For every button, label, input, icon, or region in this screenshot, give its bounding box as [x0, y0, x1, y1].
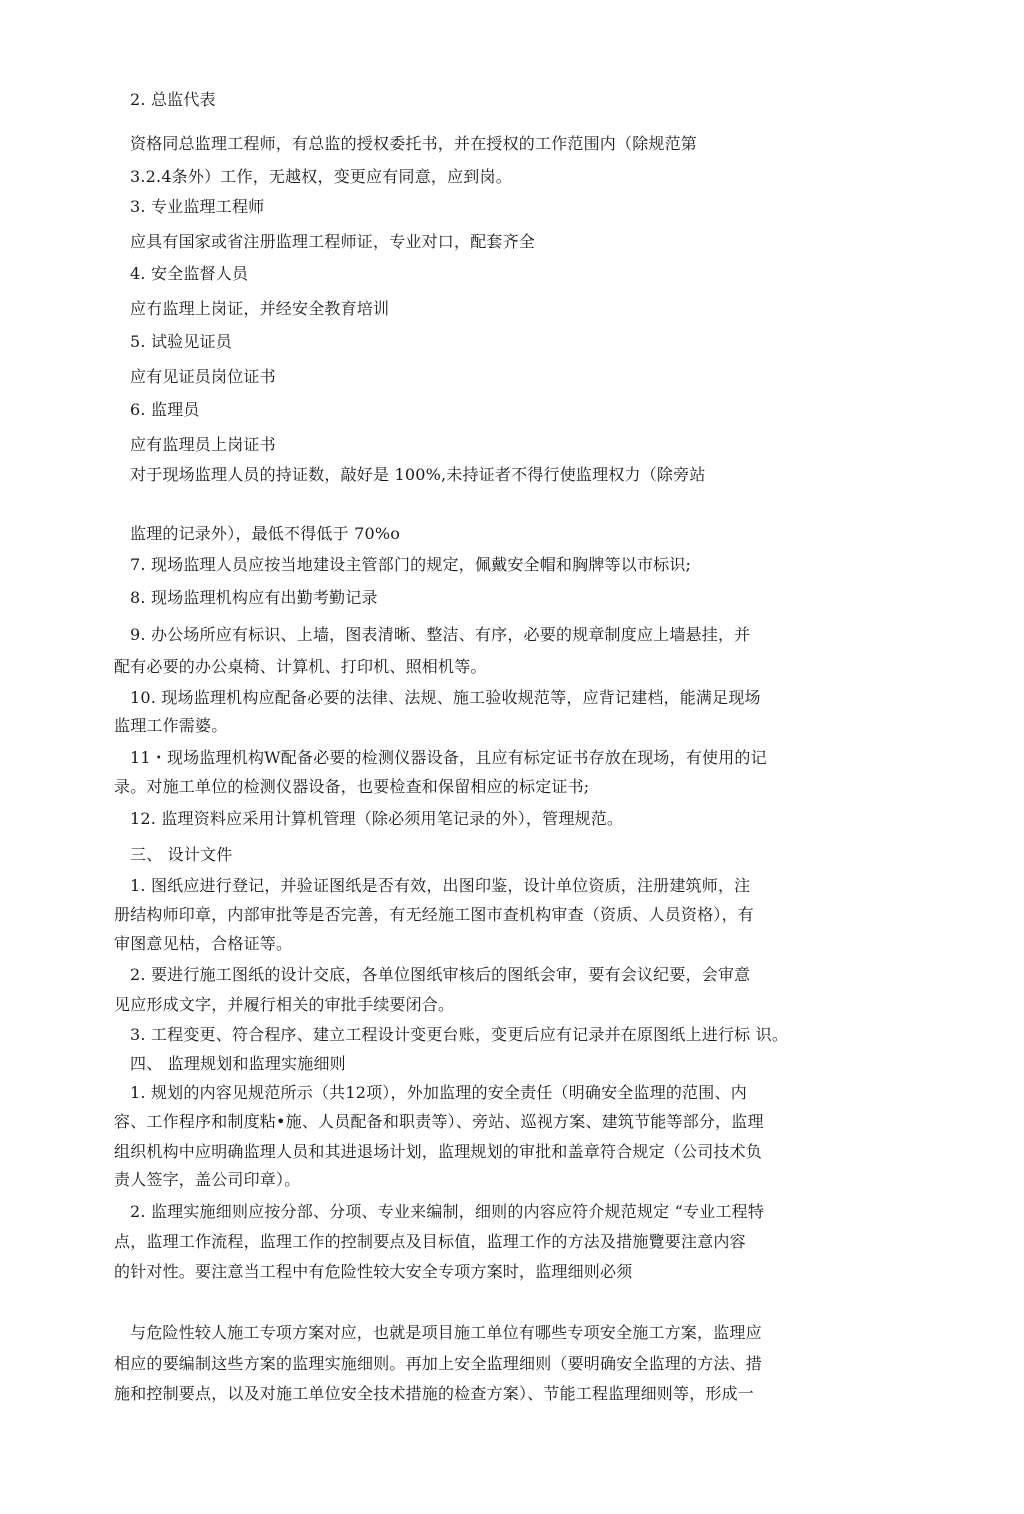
paragraph-line: 应有见证员岗位证书 — [130, 367, 276, 386]
paragraph-line: 录。对施工单位的检测仪器设备，也要检查和保留相应的标定证书; — [114, 777, 590, 796]
paragraph-line: 册结构师印章，内部审批等是否完善，有无经施工图市查机构审查（资质、人员资格），有 — [114, 905, 755, 924]
list-item-11: 11・现场监理机构W配备必要的检测仪器设备，且应有标定证书存放在现场，有使用的记 — [130, 748, 767, 767]
paragraph-line: 点，监理工作流程，监理工作的控制要点及目标值，监理工作的方法及措施覽要注意内容 — [114, 1232, 746, 1251]
section-heading-supervision-plan: 四、 监理规划和监理实施细则 — [130, 1054, 346, 1073]
list-item-1: 1. 图纸应进行登记，并验证图纸是否有效，出图印鉴，设计单位资质，注册建筑师，注 — [130, 876, 751, 895]
paragraph-line: 对于现场监理人员的持证数，敲好是 100%,未持证者不得行使监理权力（除旁站 — [130, 465, 706, 484]
section-heading-design-documents: 三、 设计文件 — [130, 845, 233, 864]
paragraph-line: 容、工作程序和制度粘•施、人员配备和职责等）、旁站、巡视方案、建筑节能等部分，监理 — [114, 1112, 764, 1131]
paragraph-line: 配有必要的办公桌椅、计算机、打印机、照相机等。 — [114, 657, 487, 676]
list-item-12: 12. 监理资料应采用计算机管理（除必须用笔记录的外），管理规范。 — [130, 809, 624, 828]
heading-chief-representative: 2. 总监代表 — [130, 90, 216, 109]
list-item-1: 1. 规划的内容见规范所示（共12项），外加监理的安全责任（明确安全监理的范围、内 — [130, 1083, 747, 1102]
paragraph-line: 监理的记录外），最低不得低于 70%o — [130, 524, 401, 543]
paragraph-line: 相应的要编制这些方案的监理实施细则。再加上安全监理细则（要明确安全监理的方法、措 — [114, 1354, 763, 1373]
paragraph-line: 应具有国家或省注册监理工程师证，专业对口，配套齐全 — [130, 232, 536, 251]
list-item-2: 2. 要进行施工图纸的设计交底，各单位图纸审核后的图纸会审，要有会议纪要，会审意 — [130, 965, 751, 984]
list-item-7: 7. 现场监理人员应按当地建设主管部门的规定，佩戴安全帽和胸牌等以市标识; — [130, 555, 692, 574]
paragraph-line: 与危险性较人施工专项方案对应，也就是项目施工单位有哪些专项安全施工方案，监理应 — [130, 1323, 762, 1342]
heading-supervisor: 6. 监理员 — [130, 400, 200, 419]
heading-safety-supervisor: 4. 安全监督人员 — [130, 264, 249, 283]
paragraph-line: 审图意见枯，合格证等。 — [114, 934, 293, 953]
list-item-2: 2. 监理实施细则应按分部、分项、专业来编制，细则的内容应符介规范规定 “专业工程特 — [130, 1202, 765, 1221]
list-item-10: 10. 现场监理机构应配备必要的法律、法规、施工验收规范等，应背记建档，能满足现场 — [130, 688, 761, 707]
heading-test-witness: 5. 试验见证员 — [130, 332, 232, 351]
paragraph-line: 3.2.4条外）工作，无越权，变更应有同意，应到岗。 — [130, 167, 512, 186]
paragraph-line: 应有监理员上岗证书 — [130, 435, 276, 454]
list-item-9: 9. 办公场所应有标识、上墙，图表清晰、整洁、有序，必要的规章制度应上墙悬挂，并 — [130, 625, 751, 644]
paragraph-line: 的针对性。要注意当工程中有危险性较大安全专项方案时，监理细则必须 — [114, 1262, 633, 1281]
paragraph-line: 组织机构中应明确监理人员和其进退场计划，监理规划的审批和盖章符合规定（公司技术负 — [114, 1142, 763, 1161]
list-item-3: 3. 工程变更、符合程序、建立工程设计变更台账，变更后应有记录并在原图纸上进行标 识。 — [130, 1025, 789, 1044]
list-item-8: 8. 现场监理机构应有出勤考勤记录 — [130, 588, 378, 607]
paragraph-line: 监理工作需婆。 — [114, 716, 228, 735]
paragraph-line: 应冇监理上岗证，并经安全教育培训 — [130, 299, 390, 318]
paragraph-line: 施和控制要点，以及对施工单位安全技术措施的检查方案）、节能工程监理细则等，形成一 — [114, 1384, 755, 1403]
paragraph-line: 资格同总监理工程师，有总监的授权委托书，并在授权的工作范围内（除规范第 — [130, 134, 698, 153]
paragraph-line: 责人签字，盖公司印章）。 — [114, 1170, 301, 1189]
paragraph-line: 见应形成文字，并履行相关的审批手续要闭合。 — [114, 995, 455, 1014]
heading-professional-engineer: 3. 专业监理工程师 — [130, 197, 265, 216]
